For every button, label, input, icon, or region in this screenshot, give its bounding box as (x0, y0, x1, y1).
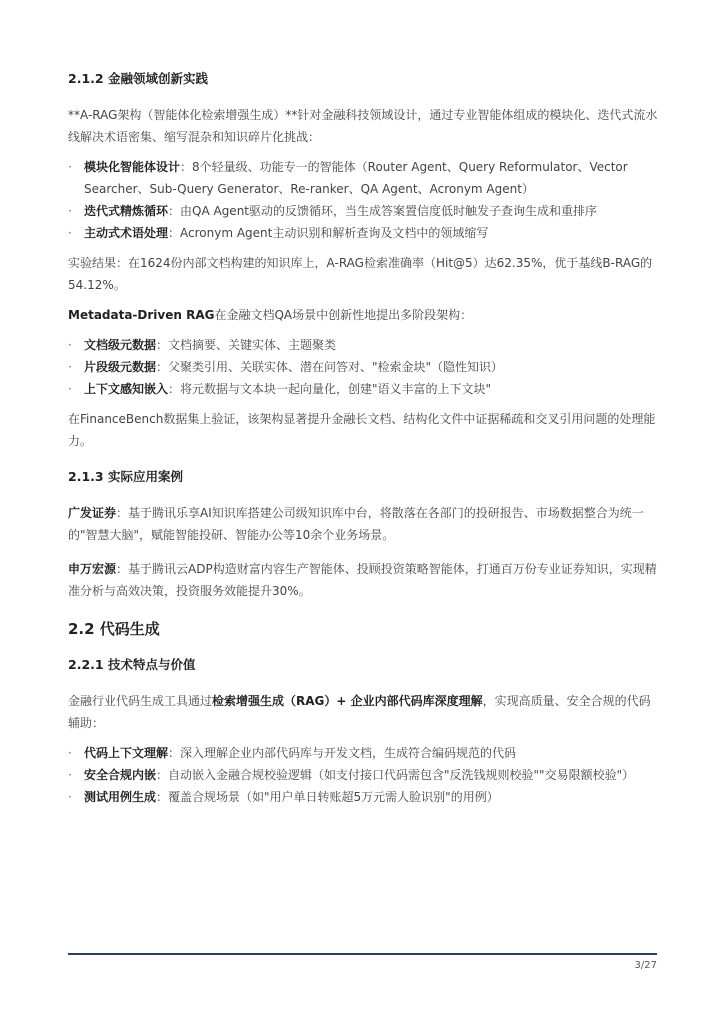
page-number: 3/27 (634, 960, 657, 971)
bullet-dot: · (68, 382, 72, 396)
arag-result-paragraph: 实验结果：在1624份内部文档构建的知识库上，A-RAG检索准确率（Hit@5）达62.35%，优于基线B-RAG的54.12%。 (68, 256, 653, 292)
code-gen-intro-paragraph (68, 690, 658, 734)
bullet-dot: · (68, 768, 72, 782)
case-paragraph (68, 502, 658, 546)
item-text: ：将元数据与文本块一起向量化，创建"语义丰富的上下文块" (168, 382, 492, 396)
metadata-rag-label: Metadata-Driven RAG (68, 308, 215, 322)
bullet-dot: · (68, 790, 72, 804)
list-item (68, 356, 658, 378)
list-item (68, 334, 658, 356)
item-label: 安全合规内嵌 (84, 768, 157, 782)
page-content (68, 70, 658, 808)
list-item (68, 742, 658, 764)
item-label: 模块化智能体设计 (84, 160, 181, 174)
item-label: 上下文感知嵌入 (84, 382, 169, 396)
section-heading-2-2: 2.2 代码生成 (68, 620, 160, 638)
intro-prefix: 金融行业代码生成工具通过 (68, 694, 213, 708)
list-item (68, 786, 658, 808)
item-label: 迭代式精炼循环 (84, 204, 169, 218)
case-label: 申万宏源 (68, 562, 117, 576)
footer-divider (68, 953, 657, 955)
intro-suffix: ，实现高质量、安全合规的代码辅助： (68, 694, 651, 730)
metadata-rag-text: 在金融文档QA场景中创新性地提出多阶段架构： (214, 308, 473, 322)
list-item (68, 378, 658, 400)
intro-bold: 检索增强生成（RAG）+ 企业内部代码库深度理解 (212, 694, 483, 708)
code-gen-feature-list (68, 742, 658, 808)
bullet-dot: · (68, 746, 72, 760)
bullet-dot: · (68, 226, 72, 240)
case-paragraph (68, 558, 658, 602)
item-label: 测试用例生成 (84, 790, 157, 804)
item-text: ：深入理解企业内部代码库与开发文档，生成符合编码规范的代码 (168, 746, 517, 760)
section-heading-2-1-3: 2.1.3 实际应用案例 (68, 469, 183, 484)
bullet-dot: · (68, 338, 72, 352)
item-label: 代码上下文理解 (84, 746, 169, 760)
item-text: ：父聚类引用、关联实体、潜在问答对、"检索金块"（隐性知识） (156, 360, 504, 374)
list-item (68, 156, 658, 200)
item-text: ：由QA Agent驱动的反馈循环，当生成答案置信度低时触发子查询生成和重排序 (168, 204, 598, 218)
item-label: 文档级元数据 (84, 338, 157, 352)
section-heading-2-1-2: 2.1.2 金融领域创新实践 (68, 71, 208, 86)
list-item (68, 764, 658, 786)
arag-intro-paragraph: **A-RAG架构（智能体化检索增强生成）**针对金融科技领域设计，通过专业智能体组成的模块化、迭代式流水线解决术语密集、缩写混杂和知识碎片化挑战： (68, 108, 658, 144)
item-text: ：文档摘要、关键实体、主题聚类 (156, 338, 337, 352)
item-text: ：覆盖合规场景（如"用户单日转账超5万元需人脸识别"的用例） (156, 790, 499, 804)
item-label: 片段级元数据 (84, 360, 157, 374)
arag-feature-list (68, 156, 658, 244)
bullet-dot: · (68, 360, 72, 374)
case-label: 广发证券 (68, 506, 117, 520)
metadata-feature-list (68, 334, 658, 400)
metadata-result-paragraph: 在FinanceBench数据集上验证，该架构显著提升金融长文档、结构化文件中证据稀疏和交叉引用问题的处理能力。 (68, 412, 656, 448)
bullet-dot: · (68, 160, 72, 174)
section-heading-2-2-1: 2.2.1 技术特点与价值 (68, 657, 196, 672)
metadata-rag-paragraph (68, 304, 658, 326)
list-item (68, 200, 658, 222)
case-text: ：基于腾讯云ADP构造财富内容生产智能体、投顾投资策略智能体，打通百万份专业证券知识，实现精准分析与高效决策，投资服务效能提升30%。 (68, 562, 657, 598)
case-text: ：基于腾讯乐享AI知识库搭建公司级知识库中台，将散落在各部门的投研报告、市场数据整合为统一的"智慧大脑"，赋能智能投研、智能办公等10余个业务场景。 (68, 506, 644, 542)
item-text: ：8个轻量级、功能专一的智能体（Router Agent、Query Reformulator、Vector Searcher、Sub-Query Generator、Re-ranker、QA Agent、Acronym Agent） (84, 160, 628, 196)
item-text: ：Acronym Agent主动识别和解析查询及文档中的领域缩写 (168, 226, 489, 240)
item-label: 主动式术语处理 (84, 226, 169, 240)
item-text: ：自动嵌入金融合规校验逻辑（如支付接口代码需包含"反洗钱规则校验""交易限额校验"） (156, 768, 635, 782)
bullet-dot: · (68, 204, 72, 218)
list-item (68, 222, 658, 244)
